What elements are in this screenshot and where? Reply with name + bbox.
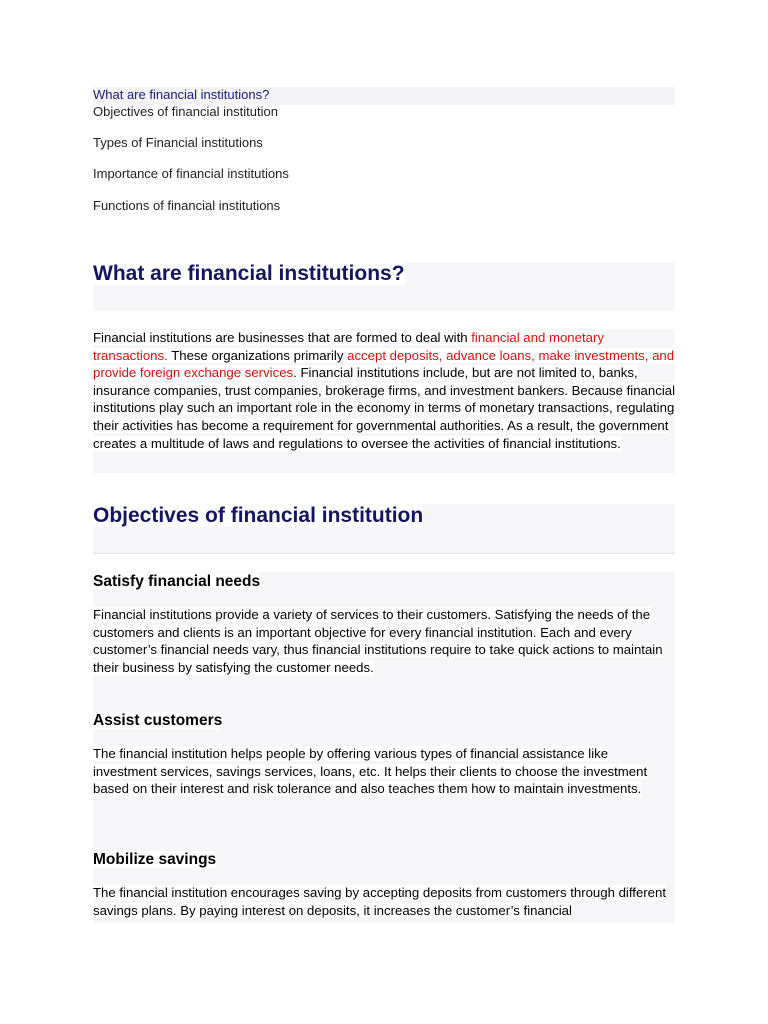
- section-heading-block: [93, 504, 675, 554]
- toc-link-functions[interactable]: Functions of financial institutions: [93, 198, 281, 213]
- toc-link-objectives[interactable]: Objectives of financial institution: [93, 104, 278, 119]
- toc-link-importance[interactable]: Importance of financial institutions: [93, 166, 289, 181]
- subheading-mobilize-savings: Mobilize savings: [93, 851, 217, 868]
- intro-paragraph: Financial institutions are businesses that are formed to deal with financial and monetary transactions. These organizations primarily accept deposits, advance loans, make investments, and provide foreign exchange services. Financial institutions include, but are not limited to, banks, insurance companies, trust companies, brokerage firms, and investment bankers. Because financial institutions play such an important role in the economy in terms of monetary transactions, regulating their activities has become a requirement for governmental authorities. As a result, the government creates a multitude of laws and regulations to oversee the activities of financial institutions.: [93, 330, 676, 451]
- section-heading-what-are: What are financial institutions?: [93, 262, 405, 285]
- toc-link-types[interactable]: Types of Financial institutions: [93, 135, 263, 150]
- subheading-satisfy-needs: Satisfy financial needs: [93, 573, 261, 590]
- toc-link-what-are[interactable]: What are financial institutions?: [93, 87, 270, 102]
- section-heading-objectives: Objectives of financial institution: [93, 504, 424, 527]
- section-heading-block: [93, 262, 675, 311]
- paragraph-satisfy-needs: Financial institutions provide a variety of services to their customers. Satisfying the needs of the customers and clients is an important objective for every financial institution. Each and every customer’s financial needs vary, thus financial institutions require to take quick actions to maintain their business by satisfying the customer needs.: [93, 607, 663, 675]
- paragraph-assist-customers: The financial institution helps people by offering various types of financial assistance like investment services, savings services, loans, etc. It helps their clients to choose the investment based on their interest and risk tolerance and also teaches them how to maintain investments.: [93, 746, 648, 797]
- objectives-content-block: [93, 572, 675, 923]
- paragraph-mobilize-savings: The financial institution encourages saving by accepting deposits from customers through different savings plans. By paying interest on deposits, it increases the customer’s financial: [93, 885, 666, 918]
- subheading-assist-customers: Assist customers: [93, 712, 223, 729]
- intro-paragraph-block: [93, 329, 675, 473]
